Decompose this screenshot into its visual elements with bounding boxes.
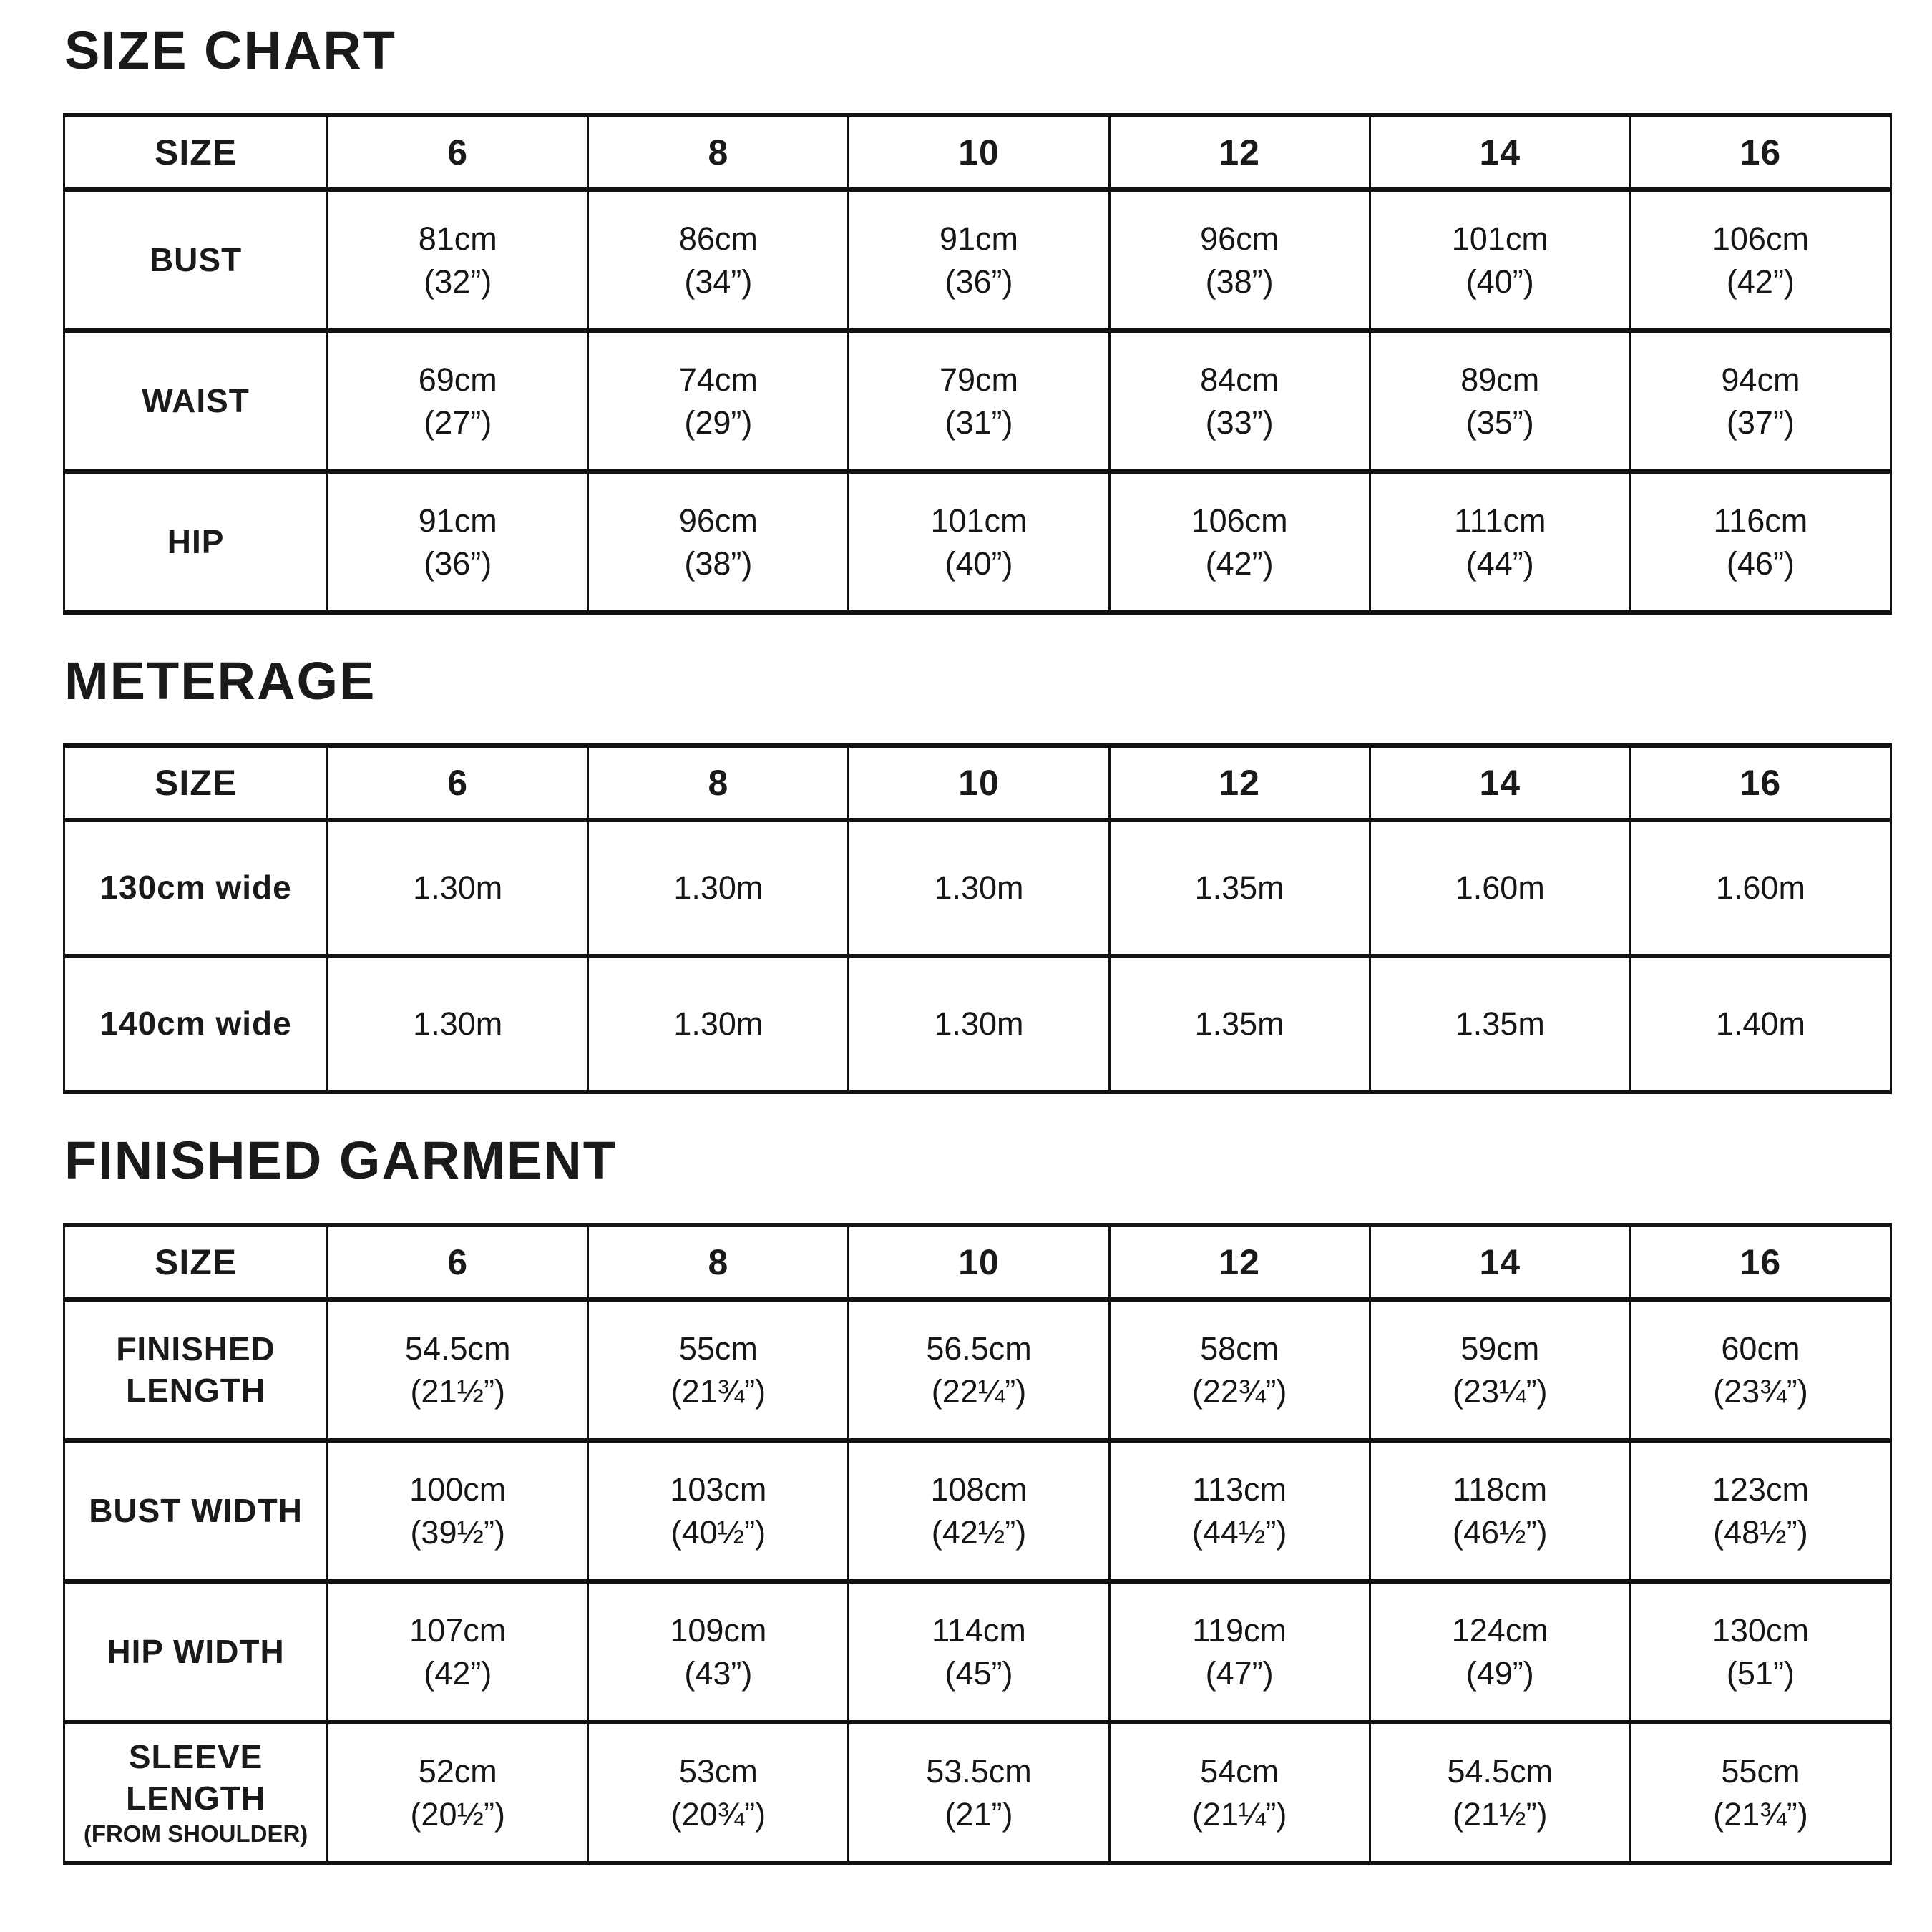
col-header-12: 12 xyxy=(1109,746,1370,820)
table-row-sleeve-length xyxy=(64,1722,1891,1863)
header-row xyxy=(64,115,1891,190)
value-inches: (40”) xyxy=(1465,263,1534,300)
value-inches: (36”) xyxy=(424,545,492,582)
value-cell xyxy=(328,1440,588,1581)
col-header-10: 10 xyxy=(849,746,1109,820)
col-header-8: 8 xyxy=(588,1225,849,1299)
value-inches: (40½”) xyxy=(670,1513,766,1551)
value-cm: 54cm xyxy=(1200,1753,1279,1790)
value-cell xyxy=(1370,331,1630,472)
value-cell xyxy=(588,1299,849,1440)
value-cm: 60cm xyxy=(1721,1330,1800,1367)
row-label-text: SLEEVE xyxy=(128,1738,263,1776)
value-cm: 114cm xyxy=(932,1612,1026,1649)
value-cm: 123cm xyxy=(1712,1471,1809,1508)
value-cell xyxy=(588,1440,849,1581)
row-label-130cm-wide xyxy=(64,820,328,956)
value-cell xyxy=(1109,1581,1370,1722)
row-label-text: FINISHED xyxy=(116,1330,275,1367)
row-label-finished-length xyxy=(64,1299,328,1440)
value-inches: (46”) xyxy=(1726,545,1795,582)
size-chart-title: SIZE CHART xyxy=(64,21,396,80)
value-cell xyxy=(328,820,588,956)
value-cell xyxy=(1109,190,1370,331)
value-inches: (32”) xyxy=(424,263,492,300)
size-column-header: SIZE xyxy=(64,1225,328,1299)
value-cm: 84cm xyxy=(1200,361,1279,399)
value-inches: (21”) xyxy=(945,1795,1013,1833)
value-cm: 119cm xyxy=(1192,1612,1287,1649)
value-inches: (42”) xyxy=(1726,263,1795,300)
value-cm: 116cm xyxy=(1713,502,1808,540)
meterage-title: METERAGE xyxy=(64,651,376,711)
value-cm: 56.5cm xyxy=(926,1330,1032,1367)
value-inches: (20½”) xyxy=(410,1795,505,1833)
value-cell xyxy=(1630,1440,1890,1581)
value-cell xyxy=(328,472,588,613)
value-meters: 1.30m xyxy=(413,1005,503,1043)
col-header-8: 8 xyxy=(588,115,849,190)
value-cell xyxy=(328,1581,588,1722)
value-cell xyxy=(1630,331,1890,472)
value-cell xyxy=(588,1722,849,1863)
row-label-text: LENGTH xyxy=(126,1371,266,1409)
value-cm: 89cm xyxy=(1460,361,1540,399)
value-inches: (31”) xyxy=(945,404,1013,441)
value-cell xyxy=(1109,331,1370,472)
value-cell xyxy=(588,1581,849,1722)
value-cell xyxy=(588,190,849,331)
value-inches: (42½”) xyxy=(931,1513,1027,1551)
col-header-6: 6 xyxy=(328,1225,588,1299)
value-inches: (42”) xyxy=(424,1654,492,1692)
row-label-bust-width xyxy=(64,1440,328,1581)
row-label-text: LENGTH xyxy=(126,1779,266,1817)
value-inches: (33”) xyxy=(1205,404,1274,441)
value-inches: (44”) xyxy=(1465,545,1534,582)
value-cm: 86cm xyxy=(678,220,758,258)
value-cell xyxy=(1109,956,1370,1092)
row-label-sleeve-length xyxy=(64,1722,328,1863)
value-cell xyxy=(849,190,1109,331)
value-inches: (20¾”) xyxy=(670,1795,766,1833)
section-finished-garment xyxy=(63,1131,1896,1865)
col-header-16: 16 xyxy=(1630,1225,1890,1299)
col-header-14: 14 xyxy=(1370,1225,1630,1299)
value-cell xyxy=(328,190,588,331)
table-row-bust xyxy=(64,190,1891,331)
value-meters: 1.60m xyxy=(1715,869,1805,907)
value-cell xyxy=(1370,472,1630,613)
row-label-text: BUST WIDTH xyxy=(89,1491,303,1529)
value-cm: 113cm xyxy=(1192,1471,1287,1508)
size-chart-table xyxy=(63,113,1892,615)
value-inches: (34”) xyxy=(684,263,753,300)
value-inches: (48½”) xyxy=(1713,1513,1808,1551)
value-cell xyxy=(1370,1299,1630,1440)
value-cell xyxy=(849,331,1109,472)
col-header-14: 14 xyxy=(1370,115,1630,190)
value-cell xyxy=(1109,1722,1370,1863)
col-header-12: 12 xyxy=(1109,1225,1370,1299)
value-cell xyxy=(1630,820,1890,956)
table-row-130cm-wide xyxy=(64,820,1891,956)
value-inches: (47”) xyxy=(1205,1654,1274,1692)
value-cell xyxy=(1109,820,1370,956)
value-cell xyxy=(849,1299,1109,1440)
col-header-10: 10 xyxy=(849,115,1109,190)
value-inches: (43”) xyxy=(684,1654,753,1692)
header-row xyxy=(64,746,1891,820)
row-label-text: WAIST xyxy=(142,381,250,419)
value-meters: 1.35m xyxy=(1455,1005,1545,1043)
value-inches: (27”) xyxy=(424,404,492,441)
value-meters: 1.30m xyxy=(934,869,1024,907)
value-meters: 1.35m xyxy=(1194,1005,1284,1043)
value-cell xyxy=(1109,1440,1370,1581)
value-cell xyxy=(849,1440,1109,1581)
value-inches: (35”) xyxy=(1465,404,1534,441)
value-cell xyxy=(1370,1722,1630,1863)
finished-garment-table xyxy=(63,1223,1892,1865)
value-inches: (44½”) xyxy=(1191,1513,1287,1551)
col-header-10: 10 xyxy=(849,1225,1109,1299)
value-cm: 124cm xyxy=(1451,1612,1548,1649)
value-cell xyxy=(849,1722,1109,1863)
row-label-text: HIP WIDTH xyxy=(107,1632,285,1670)
value-cm: 107cm xyxy=(409,1612,507,1649)
section-meterage xyxy=(63,651,1896,1094)
value-meters: 1.30m xyxy=(413,869,503,907)
col-header-6: 6 xyxy=(328,746,588,820)
value-cm: 108cm xyxy=(930,1471,1028,1508)
col-header-12: 12 xyxy=(1109,115,1370,190)
value-cell xyxy=(328,1299,588,1440)
value-cell xyxy=(1109,472,1370,613)
table-row-bust-width xyxy=(64,1440,1891,1581)
value-cm: 94cm xyxy=(1721,361,1800,399)
table-row-waist xyxy=(64,331,1891,472)
value-inches: (42”) xyxy=(1205,545,1274,582)
value-cell xyxy=(1630,956,1890,1092)
value-inches: (21¼”) xyxy=(1191,1795,1287,1833)
value-cm: 55cm xyxy=(1721,1753,1800,1790)
row-label-bust xyxy=(64,190,328,331)
table-row-140cm-wide xyxy=(64,956,1891,1092)
value-meters: 1.35m xyxy=(1194,869,1284,907)
value-cell xyxy=(1370,1581,1630,1722)
value-cm: 101cm xyxy=(1451,220,1548,258)
value-cm: 96cm xyxy=(1200,220,1279,258)
value-cm: 74cm xyxy=(678,361,758,399)
value-inches: (21½”) xyxy=(410,1372,505,1410)
table-row-hip-width xyxy=(64,1581,1891,1722)
value-cm: 81cm xyxy=(418,220,497,258)
value-cell xyxy=(328,1722,588,1863)
value-cell xyxy=(588,820,849,956)
value-inches: (39½”) xyxy=(410,1513,505,1551)
value-inches: (46½”) xyxy=(1453,1513,1548,1551)
value-cell xyxy=(849,472,1109,613)
meterage-table xyxy=(63,743,1892,1094)
row-label-140cm-wide xyxy=(64,956,328,1092)
value-cm: 101cm xyxy=(930,502,1028,540)
value-meters: 1.30m xyxy=(673,869,763,907)
size-column-header: SIZE xyxy=(64,115,328,190)
row-label-text: BUST xyxy=(149,240,243,278)
value-inches: (21¾”) xyxy=(670,1372,766,1410)
value-cell xyxy=(1370,1440,1630,1581)
table-row-finished-length xyxy=(64,1299,1891,1440)
value-inches: (29”) xyxy=(684,404,753,441)
value-inches: (23¼”) xyxy=(1453,1372,1548,1410)
value-inches: (45”) xyxy=(945,1654,1013,1692)
value-cell xyxy=(588,472,849,613)
row-label-hip xyxy=(64,472,328,613)
row-label-waist xyxy=(64,331,328,472)
value-cm: 91cm xyxy=(418,502,497,540)
value-cell xyxy=(588,956,849,1092)
value-cm: 91cm xyxy=(939,220,1019,258)
value-meters: 1.30m xyxy=(673,1005,763,1043)
value-meters: 1.60m xyxy=(1455,869,1545,907)
value-cell xyxy=(1630,1299,1890,1440)
row-label-text: 130cm wide xyxy=(99,869,292,907)
value-inches: (38”) xyxy=(684,545,753,582)
value-inches: (23¾”) xyxy=(1713,1372,1808,1410)
value-cm: 69cm xyxy=(418,361,497,399)
value-cell xyxy=(328,331,588,472)
value-cell xyxy=(1109,1299,1370,1440)
value-cell xyxy=(1370,190,1630,331)
value-cell xyxy=(1370,956,1630,1092)
value-inches: (49”) xyxy=(1465,1654,1534,1692)
finished-garment-title: FINISHED GARMENT xyxy=(64,1131,617,1190)
value-cell xyxy=(1630,1722,1890,1863)
value-cm: 55cm xyxy=(678,1330,758,1367)
value-inches: (21¾”) xyxy=(1713,1795,1808,1833)
value-cm: 54.5cm xyxy=(1447,1753,1553,1790)
value-cell xyxy=(588,331,849,472)
row-label-hip-width xyxy=(64,1581,328,1722)
value-cm: 52cm xyxy=(418,1753,497,1790)
row-label-text: HIP xyxy=(167,522,225,560)
value-inches: (51”) xyxy=(1726,1654,1795,1692)
value-cm: 111cm xyxy=(1454,502,1546,540)
value-cm: 130cm xyxy=(1712,1612,1809,1649)
value-cell xyxy=(849,820,1109,956)
value-meters: 1.30m xyxy=(934,1005,1024,1043)
table-row-hip xyxy=(64,472,1891,613)
value-cm: 106cm xyxy=(1712,220,1809,258)
value-cm: 58cm xyxy=(1200,1330,1279,1367)
value-inches: (22¼”) xyxy=(931,1372,1027,1410)
value-cell xyxy=(1370,820,1630,956)
value-inches: (21½”) xyxy=(1453,1795,1548,1833)
value-inches: (37”) xyxy=(1726,404,1795,441)
section-size-chart xyxy=(63,21,1896,615)
value-cm: 109cm xyxy=(670,1612,767,1649)
row-sublabel-text: (FROM SHOULDER) xyxy=(83,1820,308,1848)
value-inches: (40”) xyxy=(945,545,1013,582)
value-inches: (36”) xyxy=(945,263,1013,300)
value-cm: 103cm xyxy=(670,1471,767,1508)
value-cm: 96cm xyxy=(678,502,758,540)
value-inches: (22¾”) xyxy=(1191,1372,1287,1410)
value-cm: 106cm xyxy=(1191,502,1288,540)
value-cell xyxy=(1630,1581,1890,1722)
value-inches: (38”) xyxy=(1205,263,1274,300)
value-cm: 79cm xyxy=(939,361,1019,399)
col-header-14: 14 xyxy=(1370,746,1630,820)
value-cm: 118cm xyxy=(1453,1471,1548,1508)
value-cm: 53.5cm xyxy=(926,1753,1032,1790)
value-cm: 100cm xyxy=(409,1471,507,1508)
value-cm: 54.5cm xyxy=(404,1330,511,1367)
value-cell xyxy=(849,956,1109,1092)
col-header-8: 8 xyxy=(588,746,849,820)
col-header-6: 6 xyxy=(328,115,588,190)
value-cell xyxy=(849,1581,1109,1722)
row-label-text: 140cm wide xyxy=(99,1005,292,1043)
size-column-header: SIZE xyxy=(64,746,328,820)
col-header-16: 16 xyxy=(1630,746,1890,820)
value-cell xyxy=(328,956,588,1092)
value-cell xyxy=(1630,190,1890,331)
col-header-16: 16 xyxy=(1630,115,1890,190)
header-row xyxy=(64,1225,1891,1299)
value-meters: 1.40m xyxy=(1715,1005,1805,1043)
value-cm: 59cm xyxy=(1460,1330,1540,1367)
value-cm: 53cm xyxy=(678,1753,758,1790)
value-cell xyxy=(1630,472,1890,613)
